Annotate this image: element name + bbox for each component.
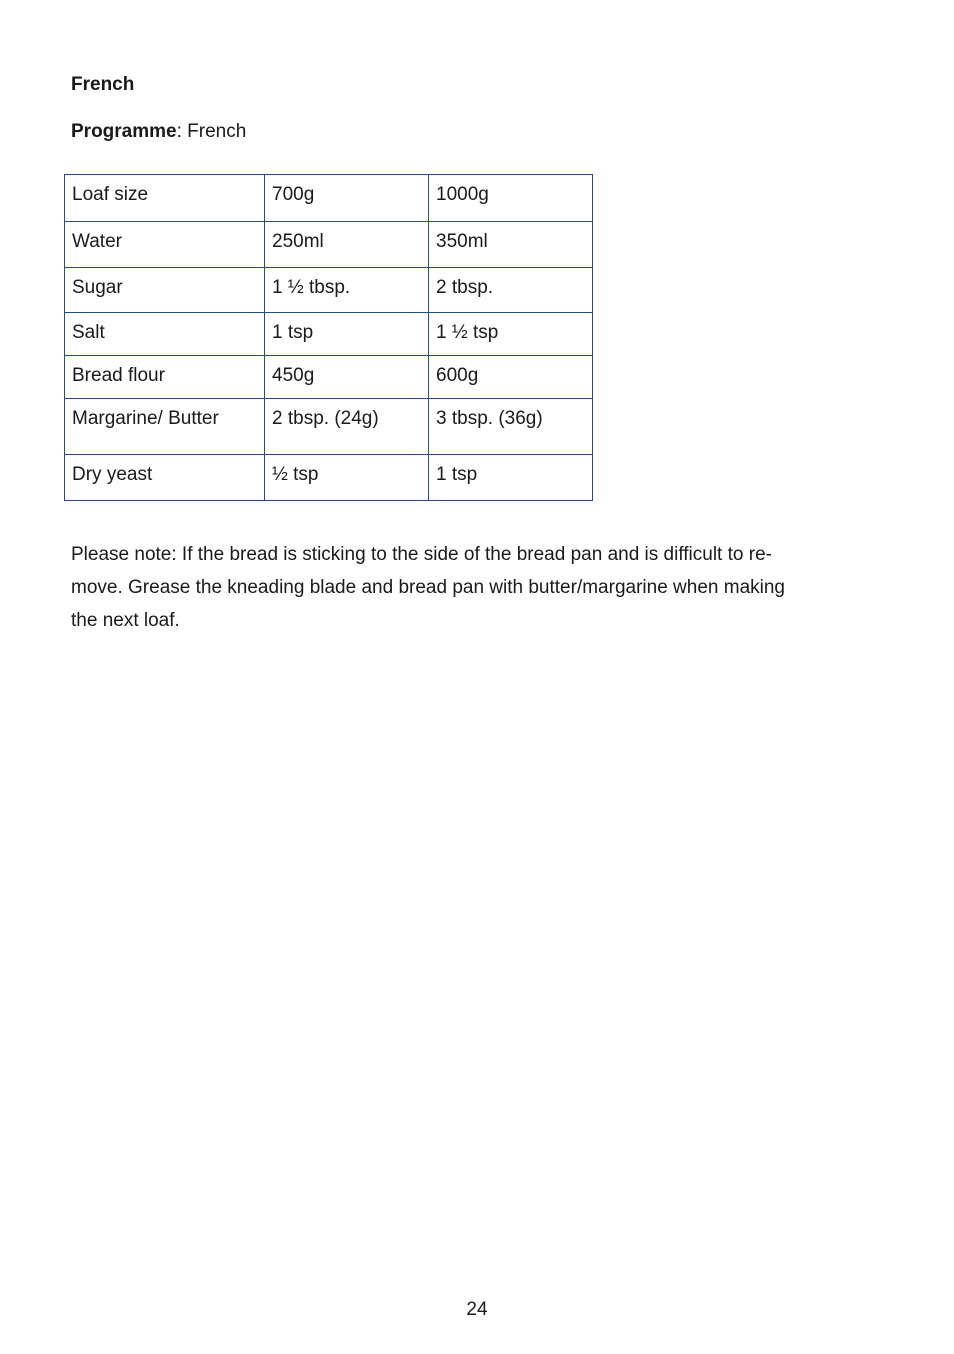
table-cell: 1 ½ tbsp. [265, 268, 429, 313]
table-cell: Margarine/ Butter [65, 399, 265, 455]
note-line: the next loaf. [71, 610, 180, 631]
table-row [65, 268, 593, 313]
note-line: Please note: If the bread is sticking to the side of the bread pan and is difficult to re- [71, 544, 772, 565]
table-cell: ½ tsp [265, 455, 429, 501]
table-cell: Dry yeast [65, 455, 265, 501]
table-cell: Sugar [65, 268, 265, 313]
table-cell: 1 ½ tsp [429, 313, 593, 356]
programme-line [71, 120, 246, 144]
recipe-table [64, 174, 593, 501]
table-cell: 1000g [429, 175, 593, 222]
table-row [65, 313, 593, 356]
table-cell: 450g [265, 356, 429, 399]
page-number: 24 [466, 1299, 488, 1320]
table-cell: Salt [65, 313, 265, 356]
table-cell: 3 tbsp. (36g) [429, 399, 593, 455]
table-cell: 600g [429, 356, 593, 399]
table-cell: Loaf size [65, 175, 265, 222]
table-cell: 1 tsp [265, 313, 429, 356]
programme-value: French [187, 121, 247, 142]
note-line: move. Grease the kneading blade and bread pan with butter/margarine when making [71, 577, 785, 598]
section-heading: French [71, 74, 135, 95]
table-cell: 2 tbsp. [429, 268, 593, 313]
programme-label: Programme [71, 121, 177, 142]
table-row [65, 356, 593, 399]
table-cell: Bread flour [65, 356, 265, 399]
table-cell: 250ml [265, 222, 429, 268]
table-cell: 700g [265, 175, 429, 222]
table-row [65, 175, 593, 222]
programme-separator: : [176, 121, 188, 142]
table-cell: Water [65, 222, 265, 268]
table-row [65, 222, 593, 268]
table-row [65, 455, 593, 501]
table-cell: 1 tsp [429, 455, 593, 501]
table-row [65, 399, 593, 455]
table-cell: 2 tbsp. (24g) [265, 399, 429, 455]
table-cell: 350ml [429, 222, 593, 268]
please-note-paragraph [71, 538, 871, 637]
